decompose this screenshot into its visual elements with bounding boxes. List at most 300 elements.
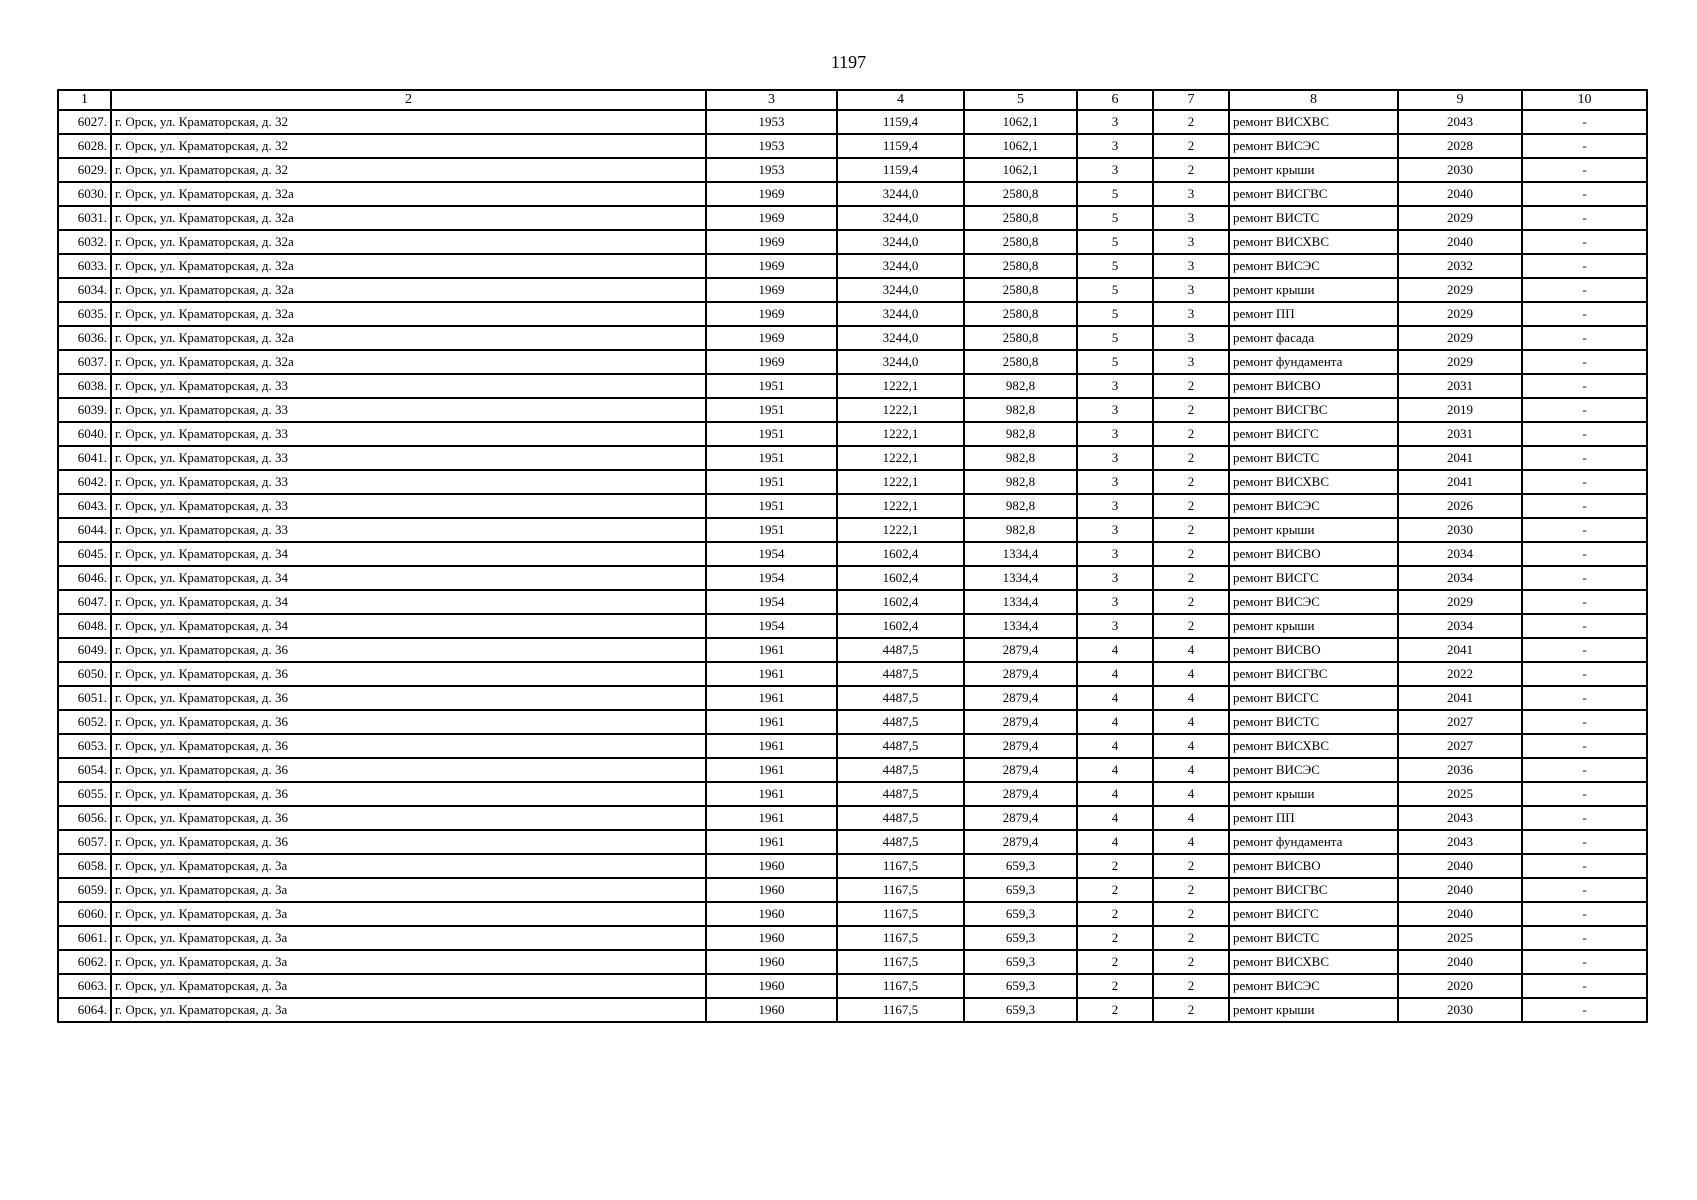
- work-type-cell: ремонт ПП: [1229, 302, 1398, 326]
- row-number-cell: 6053.: [58, 734, 111, 758]
- work-type-cell: ремонт ВИСГВС: [1229, 878, 1398, 902]
- table-row: [58, 878, 1647, 902]
- row-number-cell: 6046.: [58, 566, 111, 590]
- table-row: [58, 446, 1647, 470]
- address-cell: г. Орск, ул. Краматорская, д. 34: [111, 542, 706, 566]
- table-header-row: [58, 90, 1647, 110]
- living-area-cell: 2580,8: [964, 278, 1077, 302]
- address-cell: г. Орск, ул. Краматорская, д. 32а: [111, 326, 706, 350]
- planned-year-cell: 2034: [1398, 614, 1522, 638]
- address-cell: г. Орск, ул. Краматорская, д. 32а: [111, 254, 706, 278]
- note-cell: -: [1522, 278, 1647, 302]
- row-number-cell: 6029.: [58, 158, 111, 182]
- table-row: [58, 854, 1647, 878]
- entrances-cell: 3: [1153, 206, 1229, 230]
- living-area-cell: 2879,4: [964, 806, 1077, 830]
- total-area-cell: 3244,0: [837, 302, 964, 326]
- living-area-cell: 2879,4: [964, 734, 1077, 758]
- year-built-cell: 1953: [706, 110, 837, 134]
- total-area-cell: 3244,0: [837, 182, 964, 206]
- row-number-cell: 6062.: [58, 950, 111, 974]
- note-cell: -: [1522, 734, 1647, 758]
- floors-cell: 5: [1077, 206, 1153, 230]
- floors-cell: 3: [1077, 446, 1153, 470]
- address-cell: г. Орск, ул. Краматорская, д. 32а: [111, 206, 706, 230]
- total-area-cell: 1602,4: [837, 566, 964, 590]
- living-area-cell: 2879,4: [964, 686, 1077, 710]
- planned-year-cell: 2029: [1398, 278, 1522, 302]
- living-area-cell: 2580,8: [964, 230, 1077, 254]
- year-built-cell: 1969: [706, 182, 837, 206]
- work-type-cell: ремонт ВИСХВС: [1229, 110, 1398, 134]
- living-area-cell: 2580,8: [964, 302, 1077, 326]
- note-cell: -: [1522, 542, 1647, 566]
- total-area-cell: 3244,0: [837, 278, 964, 302]
- planned-year-cell: 2027: [1398, 734, 1522, 758]
- address-cell: г. Орск, ул. Краматорская, д. 3а: [111, 974, 706, 998]
- table-row: [58, 278, 1647, 302]
- note-cell: -: [1522, 878, 1647, 902]
- address-cell: г. Орск, ул. Краматорская, д. 36: [111, 638, 706, 662]
- work-type-cell: ремонт ВИСГВС: [1229, 182, 1398, 206]
- work-type-cell: ремонт крыши: [1229, 518, 1398, 542]
- total-area-cell: 1167,5: [837, 902, 964, 926]
- work-type-cell: ремонт ВИСГС: [1229, 422, 1398, 446]
- floors-cell: 3: [1077, 134, 1153, 158]
- entrances-cell: 3: [1153, 182, 1229, 206]
- planned-year-cell: 2029: [1398, 302, 1522, 326]
- note-cell: -: [1522, 686, 1647, 710]
- address-cell: г. Орск, ул. Краматорская, д. 3а: [111, 926, 706, 950]
- planned-year-cell: 2030: [1398, 518, 1522, 542]
- floors-cell: 3: [1077, 494, 1153, 518]
- address-cell: г. Орск, ул. Краматорская, д. 36: [111, 662, 706, 686]
- living-area-cell: 982,8: [964, 470, 1077, 494]
- entrances-cell: 2: [1153, 902, 1229, 926]
- planned-year-cell: 2034: [1398, 566, 1522, 590]
- floors-cell: 5: [1077, 302, 1153, 326]
- work-type-cell: ремонт ВИСТС: [1229, 206, 1398, 230]
- floors-cell: 5: [1077, 326, 1153, 350]
- row-number-cell: 6048.: [58, 614, 111, 638]
- floors-cell: 4: [1077, 686, 1153, 710]
- work-type-cell: ремонт ВИСТС: [1229, 446, 1398, 470]
- table-row: [58, 326, 1647, 350]
- entrances-cell: 2: [1153, 998, 1229, 1022]
- row-number-cell: 6043.: [58, 494, 111, 518]
- year-built-cell: 1954: [706, 542, 837, 566]
- entrances-cell: 3: [1153, 254, 1229, 278]
- table-row: [58, 134, 1647, 158]
- living-area-cell: 659,3: [964, 878, 1077, 902]
- total-area-cell: 1222,1: [837, 518, 964, 542]
- address-cell: г. Орск, ул. Краматорская, д. 33: [111, 446, 706, 470]
- row-number-cell: 6035.: [58, 302, 111, 326]
- address-cell: г. Орск, ул. Краматорская, д. 36: [111, 710, 706, 734]
- planned-year-cell: 2040: [1398, 854, 1522, 878]
- address-cell: г. Орск, ул. Краматорская, д. 32а: [111, 230, 706, 254]
- total-area-cell: 3244,0: [837, 206, 964, 230]
- living-area-cell: 2580,8: [964, 182, 1077, 206]
- table-row: [58, 710, 1647, 734]
- table-row: [58, 374, 1647, 398]
- table-row: [58, 806, 1647, 830]
- floors-cell: 3: [1077, 470, 1153, 494]
- floors-cell: 2: [1077, 974, 1153, 998]
- table-row: [58, 902, 1647, 926]
- table-row: [58, 734, 1647, 758]
- floors-cell: 2: [1077, 878, 1153, 902]
- floors-cell: 3: [1077, 422, 1153, 446]
- year-built-cell: 1961: [706, 782, 837, 806]
- year-built-cell: 1961: [706, 758, 837, 782]
- total-area-cell: 1167,5: [837, 974, 964, 998]
- year-built-cell: 1961: [706, 662, 837, 686]
- row-number-cell: 6037.: [58, 350, 111, 374]
- total-area-cell: 4487,5: [837, 758, 964, 782]
- floors-cell: 3: [1077, 158, 1153, 182]
- row-number-cell: 6038.: [58, 374, 111, 398]
- work-type-cell: ремонт ВИСХВС: [1229, 230, 1398, 254]
- row-number-cell: 6040.: [58, 422, 111, 446]
- work-type-cell: ремонт ВИСВО: [1229, 638, 1398, 662]
- note-cell: -: [1522, 470, 1647, 494]
- address-cell: г. Орск, ул. Краматорская, д. 33: [111, 470, 706, 494]
- living-area-cell: 982,8: [964, 374, 1077, 398]
- work-type-cell: ремонт крыши: [1229, 278, 1398, 302]
- column-header: 4: [837, 90, 964, 110]
- note-cell: -: [1522, 638, 1647, 662]
- planned-year-cell: 2041: [1398, 446, 1522, 470]
- note-cell: -: [1522, 110, 1647, 134]
- note-cell: -: [1522, 206, 1647, 230]
- year-built-cell: 1951: [706, 398, 837, 422]
- planned-year-cell: 2043: [1398, 830, 1522, 854]
- floors-cell: 5: [1077, 230, 1153, 254]
- work-type-cell: ремонт ВИСВО: [1229, 854, 1398, 878]
- row-number-cell: 6055.: [58, 782, 111, 806]
- work-type-cell: ремонт ВИСТС: [1229, 926, 1398, 950]
- note-cell: -: [1522, 830, 1647, 854]
- work-type-cell: ремонт ВИСЭС: [1229, 974, 1398, 998]
- row-number-cell: 6051.: [58, 686, 111, 710]
- living-area-cell: 659,3: [964, 854, 1077, 878]
- note-cell: -: [1522, 950, 1647, 974]
- note-cell: -: [1522, 998, 1647, 1022]
- year-built-cell: 1969: [706, 230, 837, 254]
- living-area-cell: 982,8: [964, 518, 1077, 542]
- note-cell: -: [1522, 902, 1647, 926]
- entrances-cell: 3: [1153, 326, 1229, 350]
- living-area-cell: 2580,8: [964, 326, 1077, 350]
- table-row: [58, 518, 1647, 542]
- total-area-cell: 1222,1: [837, 398, 964, 422]
- work-type-cell: ремонт ВИСГС: [1229, 566, 1398, 590]
- entrances-cell: 4: [1153, 734, 1229, 758]
- floors-cell: 4: [1077, 830, 1153, 854]
- year-built-cell: 1951: [706, 422, 837, 446]
- year-built-cell: 1961: [706, 638, 837, 662]
- year-built-cell: 1951: [706, 518, 837, 542]
- total-area-cell: 1602,4: [837, 542, 964, 566]
- year-built-cell: 1954: [706, 590, 837, 614]
- address-cell: г. Орск, ул. Краматорская, д. 36: [111, 686, 706, 710]
- year-built-cell: 1954: [706, 566, 837, 590]
- year-built-cell: 1961: [706, 686, 837, 710]
- table-body: [58, 110, 1647, 1022]
- living-area-cell: 1334,4: [964, 590, 1077, 614]
- year-built-cell: 1969: [706, 206, 837, 230]
- year-built-cell: 1961: [706, 734, 837, 758]
- entrances-cell: 2: [1153, 422, 1229, 446]
- floors-cell: 5: [1077, 278, 1153, 302]
- note-cell: -: [1522, 806, 1647, 830]
- year-built-cell: 1969: [706, 254, 837, 278]
- row-number-cell: 6039.: [58, 398, 111, 422]
- floors-cell: 4: [1077, 638, 1153, 662]
- entrances-cell: 2: [1153, 854, 1229, 878]
- entrances-cell: 3: [1153, 230, 1229, 254]
- planned-year-cell: 2029: [1398, 350, 1522, 374]
- note-cell: -: [1522, 494, 1647, 518]
- address-cell: г. Орск, ул. Краматорская, д. 32а: [111, 182, 706, 206]
- floors-cell: 2: [1077, 854, 1153, 878]
- table-row: [58, 182, 1647, 206]
- note-cell: -: [1522, 374, 1647, 398]
- entrances-cell: 4: [1153, 710, 1229, 734]
- year-built-cell: 1961: [706, 806, 837, 830]
- planned-year-cell: 2040: [1398, 902, 1522, 926]
- note-cell: -: [1522, 326, 1647, 350]
- year-built-cell: 1951: [706, 374, 837, 398]
- total-area-cell: 3244,0: [837, 230, 964, 254]
- total-area-cell: 1167,5: [837, 950, 964, 974]
- row-number-cell: 6033.: [58, 254, 111, 278]
- year-built-cell: 1969: [706, 326, 837, 350]
- planned-year-cell: 2040: [1398, 182, 1522, 206]
- living-area-cell: 659,3: [964, 902, 1077, 926]
- address-cell: г. Орск, ул. Краматорская, д. 36: [111, 830, 706, 854]
- table-row: [58, 206, 1647, 230]
- living-area-cell: 982,8: [964, 494, 1077, 518]
- floors-cell: 3: [1077, 614, 1153, 638]
- planned-year-cell: 2020: [1398, 974, 1522, 998]
- note-cell: -: [1522, 182, 1647, 206]
- address-cell: г. Орск, ул. Краматорская, д. 3а: [111, 950, 706, 974]
- entrances-cell: 2: [1153, 398, 1229, 422]
- entrances-cell: 2: [1153, 590, 1229, 614]
- note-cell: -: [1522, 254, 1647, 278]
- column-header: 3: [706, 90, 837, 110]
- floors-cell: 5: [1077, 254, 1153, 278]
- note-cell: -: [1522, 158, 1647, 182]
- total-area-cell: 4487,5: [837, 734, 964, 758]
- work-type-cell: ремонт ВИСЭС: [1229, 494, 1398, 518]
- row-number-cell: 6054.: [58, 758, 111, 782]
- entrances-cell: 2: [1153, 374, 1229, 398]
- work-type-cell: ремонт ВИСХВС: [1229, 734, 1398, 758]
- row-number-cell: 6027.: [58, 110, 111, 134]
- note-cell: -: [1522, 854, 1647, 878]
- floors-cell: 4: [1077, 782, 1153, 806]
- table-row: [58, 566, 1647, 590]
- living-area-cell: 2580,8: [964, 254, 1077, 278]
- address-cell: г. Орск, ул. Краматорская, д. 3а: [111, 902, 706, 926]
- year-built-cell: 1960: [706, 974, 837, 998]
- floors-cell: 4: [1077, 806, 1153, 830]
- row-number-cell: 6049.: [58, 638, 111, 662]
- year-built-cell: 1951: [706, 470, 837, 494]
- work-type-cell: ремонт крыши: [1229, 998, 1398, 1022]
- row-number-cell: 6058.: [58, 854, 111, 878]
- living-area-cell: 659,3: [964, 950, 1077, 974]
- address-cell: г. Орск, ул. Краматорская, д. 33: [111, 422, 706, 446]
- address-cell: г. Орск, ул. Краматорская, д. 3а: [111, 854, 706, 878]
- row-number-cell: 6042.: [58, 470, 111, 494]
- year-built-cell: 1960: [706, 854, 837, 878]
- table-row: [58, 758, 1647, 782]
- table-row: [58, 926, 1647, 950]
- note-cell: -: [1522, 302, 1647, 326]
- table-row: [58, 782, 1647, 806]
- table-row: [58, 350, 1647, 374]
- row-number-cell: 6032.: [58, 230, 111, 254]
- floors-cell: 2: [1077, 926, 1153, 950]
- note-cell: -: [1522, 518, 1647, 542]
- entrances-cell: 2: [1153, 974, 1229, 998]
- row-number-cell: 6041.: [58, 446, 111, 470]
- work-type-cell: ремонт ВИСТС: [1229, 710, 1398, 734]
- note-cell: -: [1522, 974, 1647, 998]
- planned-year-cell: 2022: [1398, 662, 1522, 686]
- living-area-cell: 2580,8: [964, 206, 1077, 230]
- row-number-cell: 6050.: [58, 662, 111, 686]
- year-built-cell: 1961: [706, 830, 837, 854]
- row-number-cell: 6059.: [58, 878, 111, 902]
- year-built-cell: 1954: [706, 614, 837, 638]
- column-header: 9: [1398, 90, 1522, 110]
- planned-year-cell: 2027: [1398, 710, 1522, 734]
- total-area-cell: 1222,1: [837, 374, 964, 398]
- table-row: [58, 590, 1647, 614]
- total-area-cell: 4487,5: [837, 686, 964, 710]
- work-type-cell: ремонт ВИСВО: [1229, 374, 1398, 398]
- year-built-cell: 1953: [706, 158, 837, 182]
- address-cell: г. Орск, ул. Краматорская, д. 3а: [111, 878, 706, 902]
- entrances-cell: 3: [1153, 278, 1229, 302]
- living-area-cell: 2879,4: [964, 758, 1077, 782]
- floors-cell: 4: [1077, 662, 1153, 686]
- address-cell: г. Орск, ул. Краматорская, д. 32: [111, 110, 706, 134]
- planned-year-cell: 2030: [1398, 998, 1522, 1022]
- work-type-cell: ремонт крыши: [1229, 614, 1398, 638]
- row-number-cell: 6057.: [58, 830, 111, 854]
- entrances-cell: 4: [1153, 662, 1229, 686]
- total-area-cell: 3244,0: [837, 254, 964, 278]
- table-row: [58, 494, 1647, 518]
- planned-year-cell: 2040: [1398, 950, 1522, 974]
- note-cell: -: [1522, 710, 1647, 734]
- work-type-cell: ремонт ВИСЭС: [1229, 254, 1398, 278]
- note-cell: -: [1522, 566, 1647, 590]
- total-area-cell: 3244,0: [837, 326, 964, 350]
- floors-cell: 3: [1077, 518, 1153, 542]
- entrances-cell: 2: [1153, 926, 1229, 950]
- work-type-cell: ремонт фундамента: [1229, 830, 1398, 854]
- entrances-cell: 3: [1153, 350, 1229, 374]
- entrances-cell: 2: [1153, 446, 1229, 470]
- planned-year-cell: 2032: [1398, 254, 1522, 278]
- floors-cell: 3: [1077, 110, 1153, 134]
- table-row: [58, 302, 1647, 326]
- living-area-cell: 2879,4: [964, 830, 1077, 854]
- address-cell: г. Орск, ул. Краматорская, д. 34: [111, 566, 706, 590]
- column-header: 6: [1077, 90, 1153, 110]
- living-area-cell: 2879,4: [964, 638, 1077, 662]
- living-area-cell: 1334,4: [964, 614, 1077, 638]
- floors-cell: 2: [1077, 998, 1153, 1022]
- note-cell: -: [1522, 926, 1647, 950]
- address-cell: г. Орск, ул. Краматорская, д. 34: [111, 590, 706, 614]
- planned-year-cell: 2031: [1398, 374, 1522, 398]
- planned-year-cell: 2025: [1398, 782, 1522, 806]
- total-area-cell: 1167,5: [837, 854, 964, 878]
- data-table: [57, 89, 1648, 1023]
- planned-year-cell: 2041: [1398, 686, 1522, 710]
- planned-year-cell: 2043: [1398, 806, 1522, 830]
- work-type-cell: ремонт ВИСЭС: [1229, 758, 1398, 782]
- planned-year-cell: 2036: [1398, 758, 1522, 782]
- table-row: [58, 614, 1647, 638]
- living-area-cell: 659,3: [964, 998, 1077, 1022]
- total-area-cell: 1167,5: [837, 878, 964, 902]
- column-header: 5: [964, 90, 1077, 110]
- note-cell: -: [1522, 614, 1647, 638]
- living-area-cell: 1062,1: [964, 158, 1077, 182]
- row-number-cell: 6061.: [58, 926, 111, 950]
- living-area-cell: 2580,8: [964, 350, 1077, 374]
- year-built-cell: 1960: [706, 902, 837, 926]
- work-type-cell: ремонт ВИСГВС: [1229, 398, 1398, 422]
- floors-cell: 5: [1077, 182, 1153, 206]
- address-cell: г. Орск, ул. Краматорская, д. 33: [111, 398, 706, 422]
- planned-year-cell: 2029: [1398, 206, 1522, 230]
- row-number-cell: 6052.: [58, 710, 111, 734]
- table-row: [58, 998, 1647, 1022]
- total-area-cell: 4487,5: [837, 638, 964, 662]
- address-cell: г. Орск, ул. Краматорская, д. 32: [111, 134, 706, 158]
- living-area-cell: 1334,4: [964, 542, 1077, 566]
- note-cell: -: [1522, 350, 1647, 374]
- work-type-cell: ремонт ВИСЭС: [1229, 590, 1398, 614]
- entrances-cell: 4: [1153, 686, 1229, 710]
- row-number-cell: 6028.: [58, 134, 111, 158]
- row-number-cell: 6047.: [58, 590, 111, 614]
- living-area-cell: 659,3: [964, 974, 1077, 998]
- total-area-cell: 4487,5: [837, 782, 964, 806]
- living-area-cell: 982,8: [964, 422, 1077, 446]
- floors-cell: 3: [1077, 590, 1153, 614]
- table-row: [58, 950, 1647, 974]
- floors-cell: 2: [1077, 950, 1153, 974]
- year-built-cell: 1960: [706, 926, 837, 950]
- table-row: [58, 686, 1647, 710]
- planned-year-cell: 2026: [1398, 494, 1522, 518]
- floors-cell: 4: [1077, 758, 1153, 782]
- note-cell: -: [1522, 782, 1647, 806]
- floors-cell: 3: [1077, 566, 1153, 590]
- table-row: [58, 830, 1647, 854]
